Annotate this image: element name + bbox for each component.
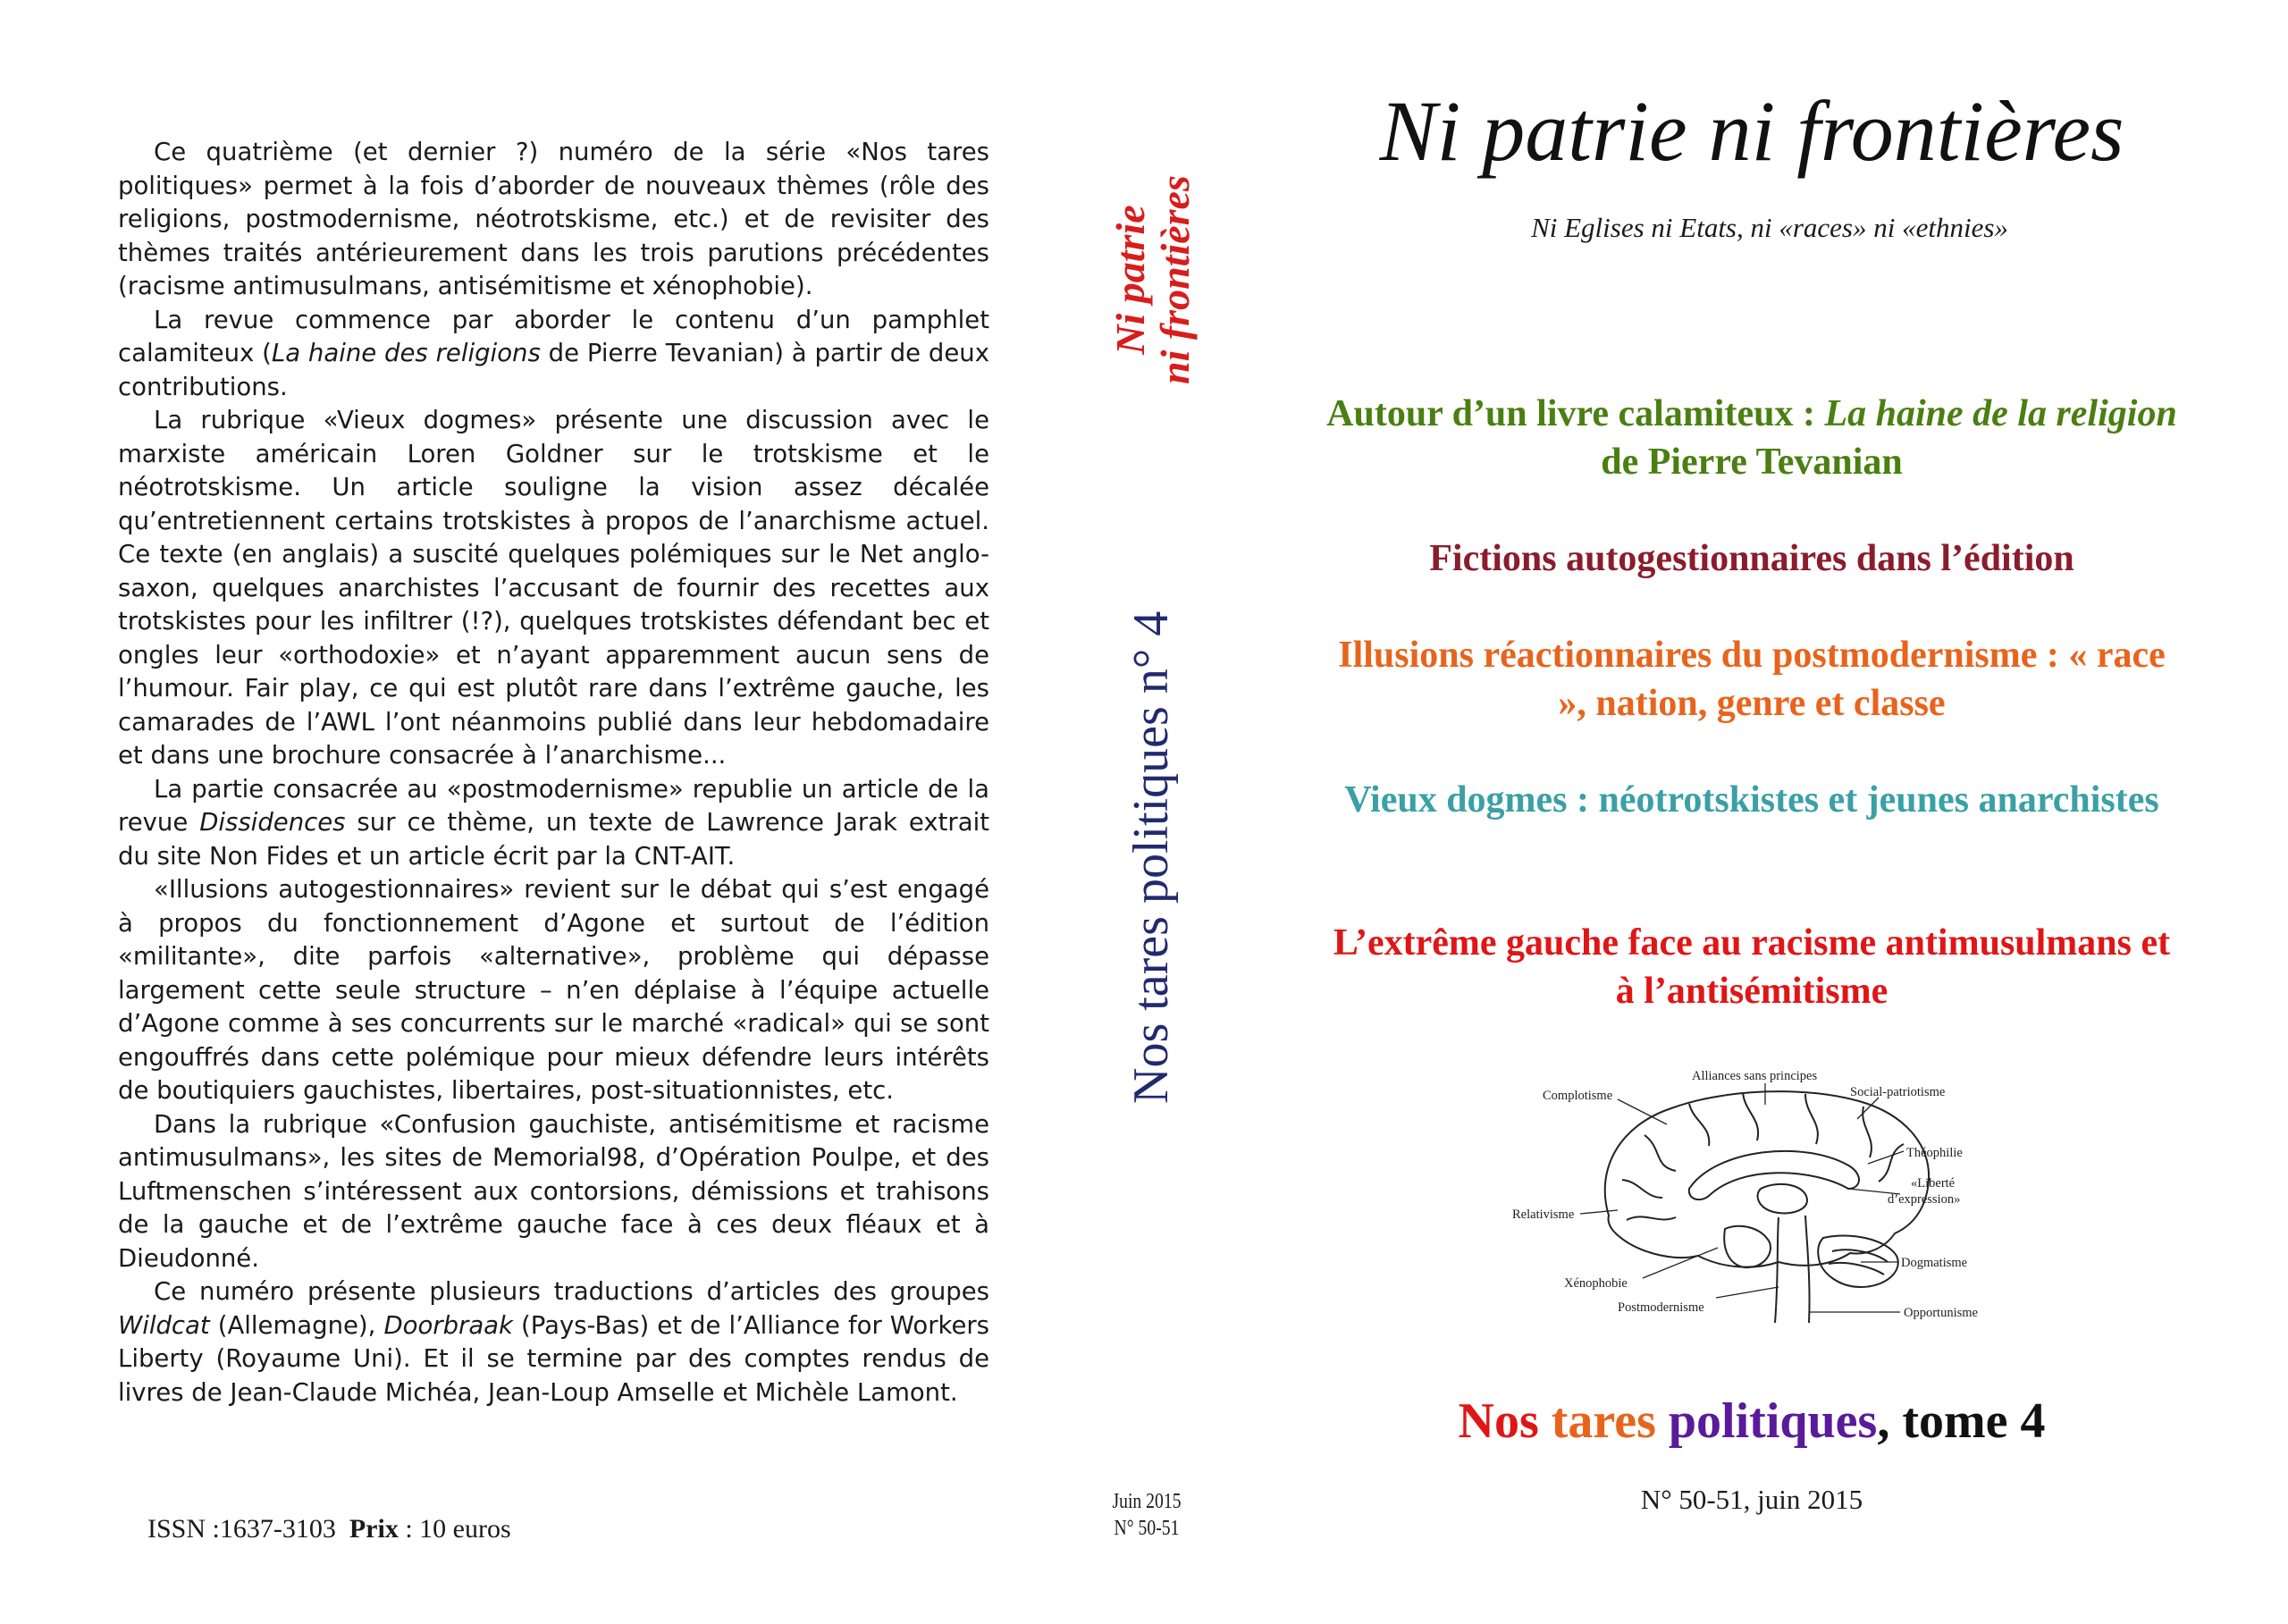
label-relativisme: Relativisme <box>1512 1207 1575 1222</box>
brain-illustration <box>1510 1064 2029 1332</box>
headline-postmodernisme <box>1323 631 2181 728</box>
issue-date: N° 50-51, juin 2015 <box>1640 1484 1863 1515</box>
text-run: Ce quatrième (et dernier ?) numéro de la série «Nos tares politiques» permet à la fois d’aborder de nouveaux thèmes (rôle des religions, postmodernisme, néotrotskisme, etc.) et de revisiter des thèmes traités antérieurement dans les trois parutions précédentes (racisme antimusulmans, antisémitisme et xénophobie). <box>118 138 989 300</box>
back-paragraph <box>118 404 989 773</box>
label-liberte-line-1: «Liberté <box>1911 1176 1956 1191</box>
spine-issue-info <box>1098 1488 1196 1542</box>
label-liberte-line-2: d’expression» <box>1888 1192 1961 1207</box>
price-value: : 10 euros <box>398 1514 511 1544</box>
italic-text-run: La haine de la religion <box>1824 393 2177 434</box>
series-word-nos: Nos <box>1458 1393 1552 1449</box>
spine-issue-number: N° 50-51 <box>1114 1517 1180 1540</box>
label-xenophobie: Xénophobie <box>1564 1276 1628 1291</box>
italic-text-run: Wildcat <box>118 1310 210 1340</box>
text-run: La revue commence par aborder le contenu d’un pamphlet calamiteux ( <box>118 305 989 367</box>
price-label: Prix <box>349 1514 399 1544</box>
label-theophilie: Théophilie <box>1906 1146 1963 1160</box>
series-word-politiques: politiques <box>1668 1393 1878 1449</box>
label-social-patriotisme: Social-patriotisme <box>1850 1085 1946 1099</box>
text-run: de Pierre Tevanian) à partir de deux contributions. <box>118 339 989 401</box>
text-run: Autour d’un livre calamiteux : <box>1326 393 1825 434</box>
back-paragraph <box>118 773 989 874</box>
text-run: (Allemagne), <box>209 1310 384 1340</box>
spine-title-line-1: Ni patrie <box>1107 205 1153 355</box>
tagline: Ni Eglises ni Etats, ni «races» ni «ethnies» <box>1531 212 2008 243</box>
text-run: (Pays-Bas) et de l’Alliance for Workers Liberty (Royaume Uni). Et il se termine par des comptes rendus de livres de Jean-Claude Michéa, Jean-Loup Amselle et Michèle Lamont. <box>118 1310 990 1407</box>
back-paragraph <box>118 304 989 405</box>
italic-text-run: La haine des religions <box>271 339 541 367</box>
text-run: sur ce thème, un texte de Lawrence Jarak extrait du site Non Fides et un article écrit par la CNT-AIT. <box>118 808 989 871</box>
label-alliances: Alliances sans principes <box>1692 1069 1818 1083</box>
spine-date: Juin 2015 <box>1112 1490 1182 1513</box>
label-opportunisme: Opportunisme <box>1904 1306 1978 1320</box>
series-word-tares: tares <box>1551 1393 1669 1449</box>
back-paragraph <box>118 136 989 304</box>
text-run: Illusions réactionnaires du postmodernisme : « race », nation, genre et classe <box>1338 635 2166 724</box>
italic-text-run: Doorbraak <box>383 1310 513 1340</box>
spine-title <box>1108 175 1198 384</box>
back-paragraph <box>118 873 989 1108</box>
text-run: Dans la rubrique «Confusion gauchiste, antisémitisme et racisme antimusulmans», les sites de Memorial98, d’Opération Poulpe, et des Luftmenschen s’intéressent aux contorsions, démissions et trahisons de la gauche et de l’extrême gauche face à ces deux fléaux et à Dieudonné. <box>118 1109 989 1273</box>
spine-title-line-2: ni frontières <box>1152 175 1198 384</box>
text-run: La rubrique «Vieux dogmes» présente une discussion avec le marxiste américain Loren Goldner sur le trotskisme et le néotrotskisme. Un article souligne la vision assez décalée qu’entretiennent certains trotskistes à propos de l’anarchisme actuel. Ce texte (en anglais) a suscité quelques polémiques sur le Net anglo-saxon, quelques anarchistes l’accusant de fournir des recettes aux trotskistes pour les infiltrer (!?), quelques trotskistes défendant bec et ongles leur «orthodoxie» et n’ayant apparemment aucun sens de l’humour. Fair play, ce qui est plutôt rare dans l’extrême gauche, les camarades de l’AWL l’ont néanmoins publié dans leur hebdomadaire et dans une brochure consacrée à l’anarchisme... <box>118 406 989 770</box>
label-dogmatisme: Dogmatisme <box>1901 1256 1968 1270</box>
text-run: La partie consacrée au «postmodernisme» republie un article de la revue <box>118 774 989 837</box>
text-run: «Illusions autogestionnaires» revient sur le débat qui s’est engagé à propos du fonctionnement d’Agone et surtout de l’édition «militante», dite parfois «alternative», problème qui dépasse largement cette seule structure – n’en déplaise à l’équipe actuelle d’Agone comme à ses concurrents sur le marché «radical» qui se sont engouffrés dans cette polémique pour mieux défendre leurs intérêts de boutiquiers gauchistes, libertaires, post-situationnistes, etc. <box>118 875 989 1105</box>
series-title <box>1323 1390 2181 1452</box>
text-run: Ce numéro présente plusieurs traductions d’articles des groupes <box>154 1277 989 1306</box>
series-tome: , tome 4 <box>1877 1393 2046 1449</box>
headline-religion <box>1323 390 2181 486</box>
headline-autogestion <box>1323 534 2181 583</box>
back-paragraph <box>118 1108 989 1276</box>
headline-vieux-dogmes <box>1323 776 2181 824</box>
label-postmodernisme: Postmodernisme <box>1618 1300 1704 1315</box>
issn-price-line <box>147 1514 511 1544</box>
text-run: de Pierre Tevanian <box>1601 442 1903 483</box>
issn: ISSN :1637-3103 <box>147 1514 336 1544</box>
masthead: Ni patrie ni frontières <box>1379 83 2124 179</box>
text-run: Vieux dogmes : néotrotskistes et jeunes anarchistes <box>1344 779 2159 820</box>
back-paragraph <box>118 1275 989 1409</box>
spine-series-title: Nos tares politiques n° 4 <box>1123 610 1179 1104</box>
headline-extreme-gauche <box>1323 919 2181 1015</box>
label-complotisme: Complotisme <box>1543 1089 1613 1103</box>
text-run: Fictions autogestionnaires dans l’édition <box>1429 538 2074 579</box>
brain-diagram <box>1510 1064 2029 1332</box>
text-run: L’extrême gauche face au racisme antimusulmans et à l’antisémitisme <box>1333 922 2171 1012</box>
italic-text-run: Dissidences <box>199 808 346 837</box>
back-cover-text <box>118 136 989 1409</box>
